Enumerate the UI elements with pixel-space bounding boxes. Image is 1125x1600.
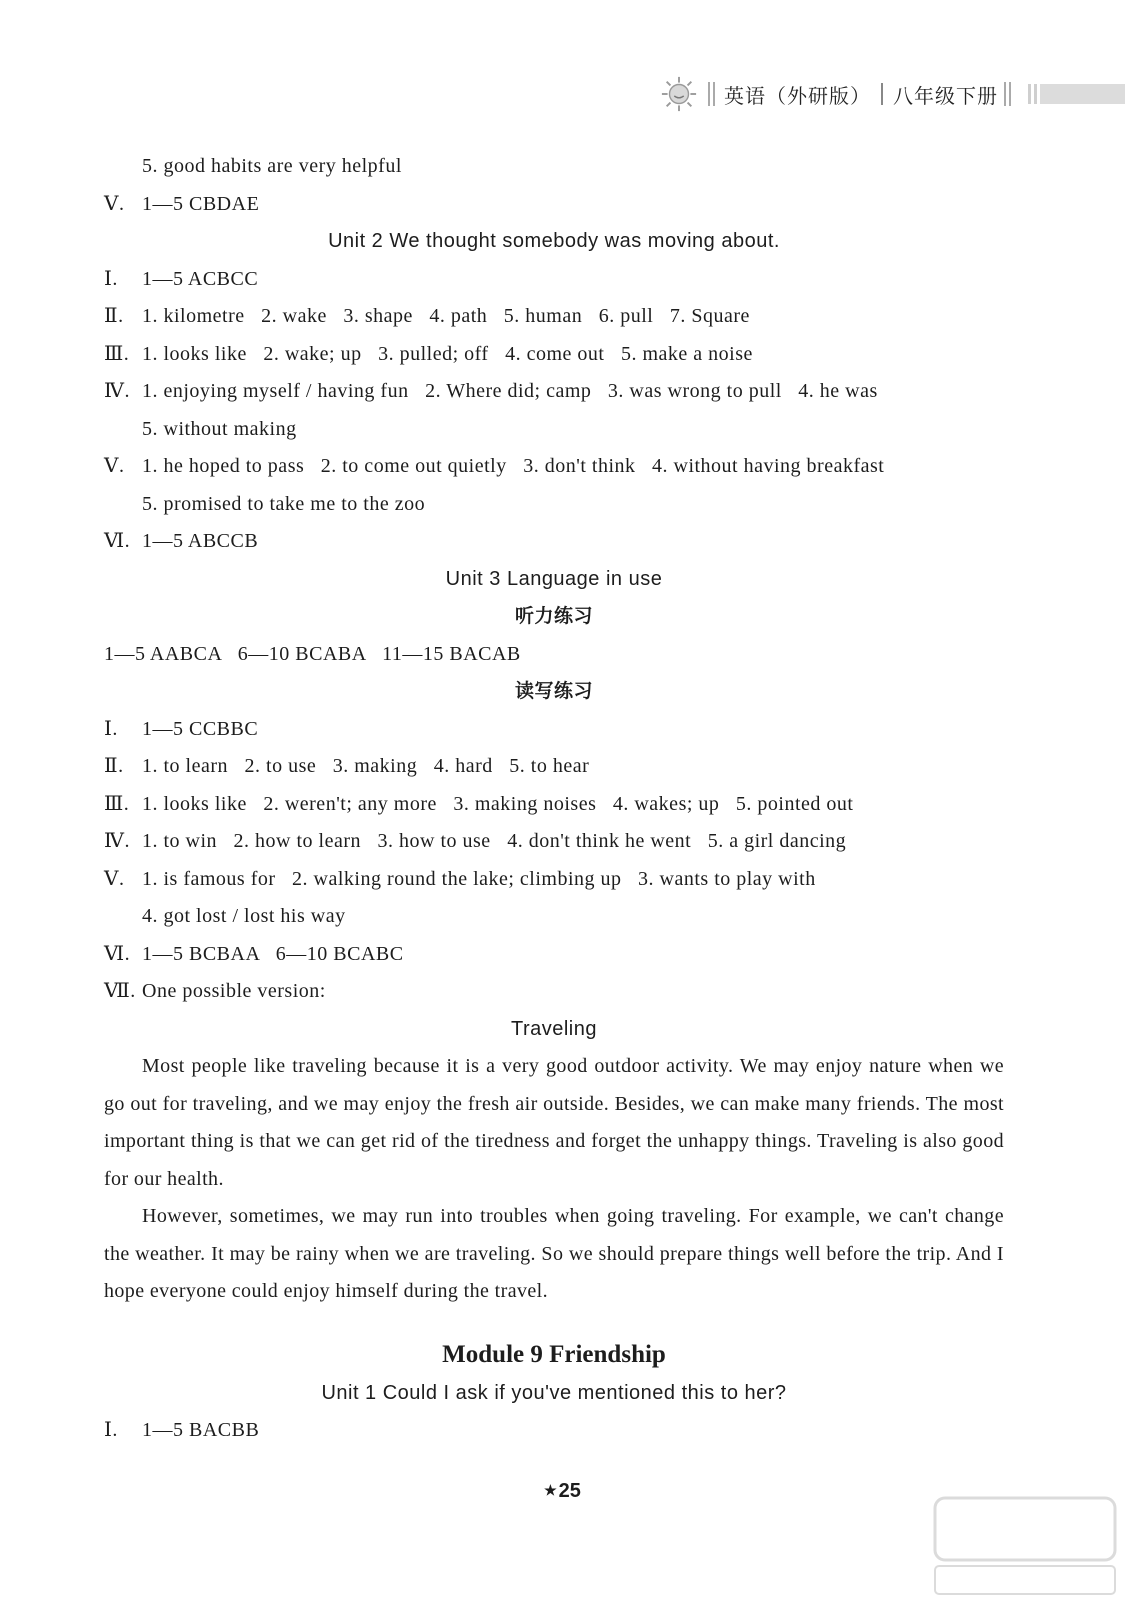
answer-line [104, 748, 1004, 786]
answer-line [104, 973, 1004, 1011]
answer-text: 1—5 ABCCB [142, 530, 259, 552]
watermark-logo [930, 1490, 1120, 1600]
roman-numeral: Ⅶ. [104, 980, 136, 1002]
answer-line [104, 148, 1004, 186]
section-heading: Unit 2 We thought somebody was moving about. [328, 230, 780, 252]
answer-line [104, 186, 1004, 224]
answer-text: 1—5 BCBAA 6—10 BCABC [142, 942, 404, 965]
answer-text: 1. to win 2. how to learn 3. how to use 4. don't think he went 5. a girl dancing [142, 830, 847, 852]
answer-text: 1—5 ACBCC [142, 267, 259, 290]
answer-text: 1—5 BACBB [142, 1419, 260, 1441]
header-divider [1004, 82, 1014, 106]
answer-line [104, 898, 1004, 936]
module-title: Module 9 Friendship [442, 1340, 666, 1368]
header-bar [1028, 84, 1125, 104]
roman-numeral: Ⅴ. [104, 455, 125, 477]
answer-text: One possible version: [142, 980, 326, 1002]
answer-text: 1. looks like 2. wake; up 3. pulled; off 4. come out 5. make a noise [142, 342, 753, 365]
answer-text: 1—5 AABCA 6—10 BCABA 11—15 BACAB [104, 642, 521, 665]
answer-text: 1. is famous for 2. walking round the lake; climbing up 3. wants to play with [142, 867, 816, 890]
roman-numeral: Ⅳ. [104, 830, 130, 852]
roman-numeral: Ⅱ. [104, 305, 124, 327]
header-subject: 英语（外研版） [724, 83, 871, 108]
answer-line [104, 711, 1004, 749]
header-divider [708, 82, 718, 106]
header-grade: 八年级下册 [893, 83, 998, 108]
section-heading: Unit 3 Language in use [445, 567, 663, 590]
answer-line [104, 636, 1004, 674]
answer-text: 1. enjoying myself / having fun 2. Where did; camp 3. was wrong to pull 4. he was [142, 380, 878, 402]
answer-text: 1—5 CBDAE [142, 192, 260, 215]
answer-line [104, 373, 1004, 411]
unit-heading: Unit 1 Could I ask if you've mentioned this to her? [321, 1381, 787, 1404]
star-icon: ★ [544, 1482, 557, 1498]
answer-line [104, 411, 1004, 449]
roman-numeral: Ⅰ. [104, 1419, 118, 1441]
roman-numeral: Ⅲ. [104, 342, 130, 365]
answer-text: 5. good habits are very helpful [142, 155, 402, 177]
answer-line [104, 336, 1004, 374]
sun-icon [660, 75, 698, 113]
answer-text: 5. without making [142, 417, 297, 440]
answer-line [104, 936, 1004, 974]
page-header [660, 72, 1125, 116]
answer-text: 1. kilometre 2. wake 3. shape 4. path 5. human 6. pull 7. Square [142, 305, 750, 327]
exercise-heading: 听力练习 [514, 605, 593, 627]
section-heading: Traveling [510, 1017, 597, 1040]
answer-text: 1. looks like 2. weren't; any more 3. making noises 4. wakes; up 5. pointed out [142, 792, 854, 815]
answer-text: 1. to learn 2. to use 3. making 4. hard 5. to hear [142, 755, 590, 777]
answer-line [104, 1412, 1004, 1450]
answer-line [104, 448, 1004, 486]
roman-numeral: Ⅴ. [104, 192, 125, 215]
roman-numeral: Ⅴ. [104, 867, 125, 890]
answer-text: 1. he hoped to pass 2. to come out quietly 3. don't think 4. without having breakfast [142, 455, 885, 477]
roman-numeral: Ⅵ. [104, 530, 131, 552]
answer-lines [104, 148, 1004, 1048]
answer-line [104, 298, 1004, 336]
answer-line [104, 823, 1004, 861]
answer-text: 5. promised to take me to the zoo [142, 492, 426, 515]
answer-line [104, 786, 1004, 824]
answer-line [104, 261, 1004, 299]
answer-content [104, 148, 1004, 1450]
exercise-heading: 读写练习 [514, 680, 593, 702]
essay-paragraph: However, sometimes, we may run into troubles when going traveling. For example, we can't change the weather. It may be rainy when we are traveling. So we should prepare things well before the trip. And I hope everyone could enjoy himself during the travel. [104, 1205, 1004, 1302]
answer-text: 4. got lost / lost his way [142, 905, 346, 927]
header-separator [881, 83, 883, 105]
roman-numeral: Ⅳ. [104, 380, 130, 402]
essay [104, 1048, 1004, 1311]
roman-numeral: Ⅲ. [104, 792, 130, 815]
essay-paragraph: Most people like traveling because it is a very good outdoor activity. We may enjoy nature when we go out for traveling, and we may enjoy the fresh air outside. Besides, we can make many friends. The most important thing is that we can get rid of the tiredness and forget the unhappy things. Traveling is also good for our health. [104, 1055, 1004, 1190]
answer-text: 1—5 CCBBC [142, 717, 259, 740]
roman-numeral: Ⅰ. [104, 717, 118, 740]
answer-line [104, 523, 1004, 561]
roman-numeral: Ⅱ. [104, 755, 124, 777]
page-number: 25 [558, 1480, 581, 1502]
roman-numeral: Ⅰ. [104, 267, 118, 290]
roman-numeral: Ⅵ. [104, 942, 131, 965]
answer-line [104, 861, 1004, 899]
answer-line [104, 486, 1004, 524]
